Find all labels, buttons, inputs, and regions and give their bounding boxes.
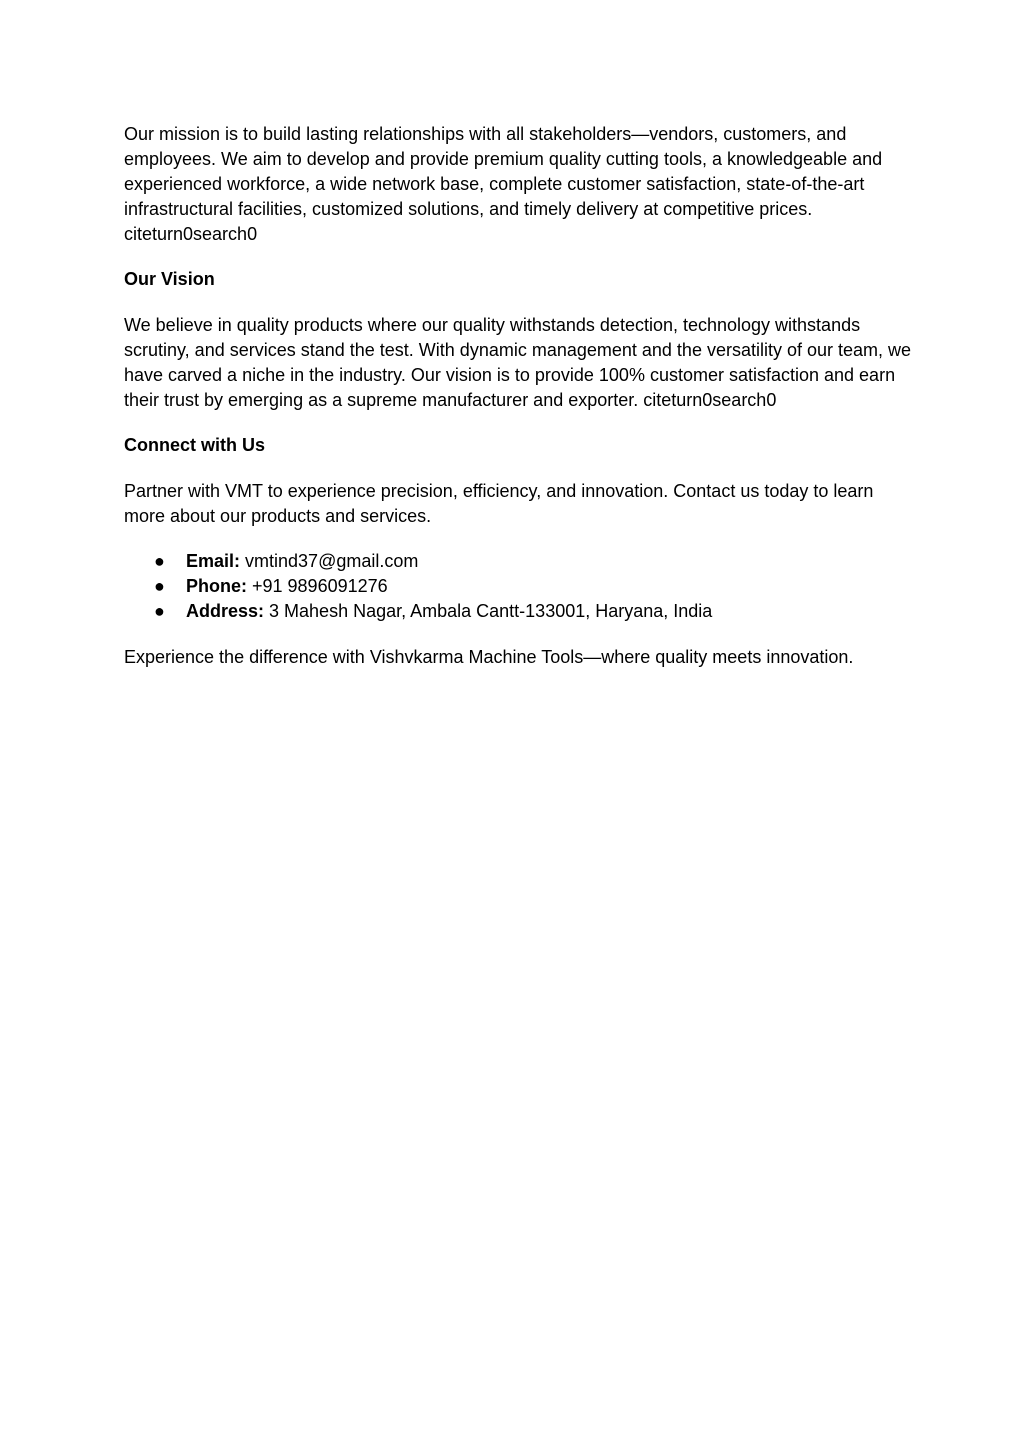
bullet-icon: ● xyxy=(154,576,165,596)
mission-paragraph: Our mission is to build lasting relationships with all stakeholders—vendors, customers, and employees. We aim to develop and provide premium quality cutting tools, a knowledgeable and experienced workforce, a wide network base, complete customer satisfaction, state-of-the-art infrastructural facilities, customized solutions, and timely delivery at competitive prices. citeturn0search0 xyxy=(124,124,883,244)
address-label: Address: xyxy=(186,601,270,621)
address-value: 3 Mahesh Nagar, Ambala Cantt-133001, Haryana, India xyxy=(269,601,713,621)
phone-label: Phone: xyxy=(186,576,252,596)
bullet-icon: ● xyxy=(154,601,165,621)
email-label: Email: xyxy=(186,551,246,571)
contact-item-address xyxy=(124,599,914,624)
connect-heading: Connect with Us xyxy=(124,435,266,455)
vision-heading: Our Vision xyxy=(124,269,215,289)
email-value: vmtind37@gmail.com xyxy=(245,551,419,571)
contact-item-email xyxy=(124,549,914,574)
contact-list xyxy=(124,549,914,624)
document-page xyxy=(124,122,914,670)
contact-item-phone xyxy=(124,574,914,599)
closing-paragraph: Experience the difference with Vishvkarma Machine Tools—where quality meets innovation. xyxy=(124,647,854,667)
phone-value: +91 9896091276 xyxy=(252,576,388,596)
connect-paragraph: Partner with VMT to experience precision, efficiency, and innovation. Contact us today to learn more about our products and services. xyxy=(124,481,874,526)
vision-paragraph: We believe in quality products where our quality withstands detection, technology withstands scrutiny, and services stand the test. With dynamic management and the versatility of our team, we have carved a niche in the industry. Our vision is to provide 100% customer satisfaction and earn their trust by emerging as a supreme manufacturer and exporter. citeturn0search0 xyxy=(124,315,912,410)
bullet-icon: ● xyxy=(154,551,165,571)
